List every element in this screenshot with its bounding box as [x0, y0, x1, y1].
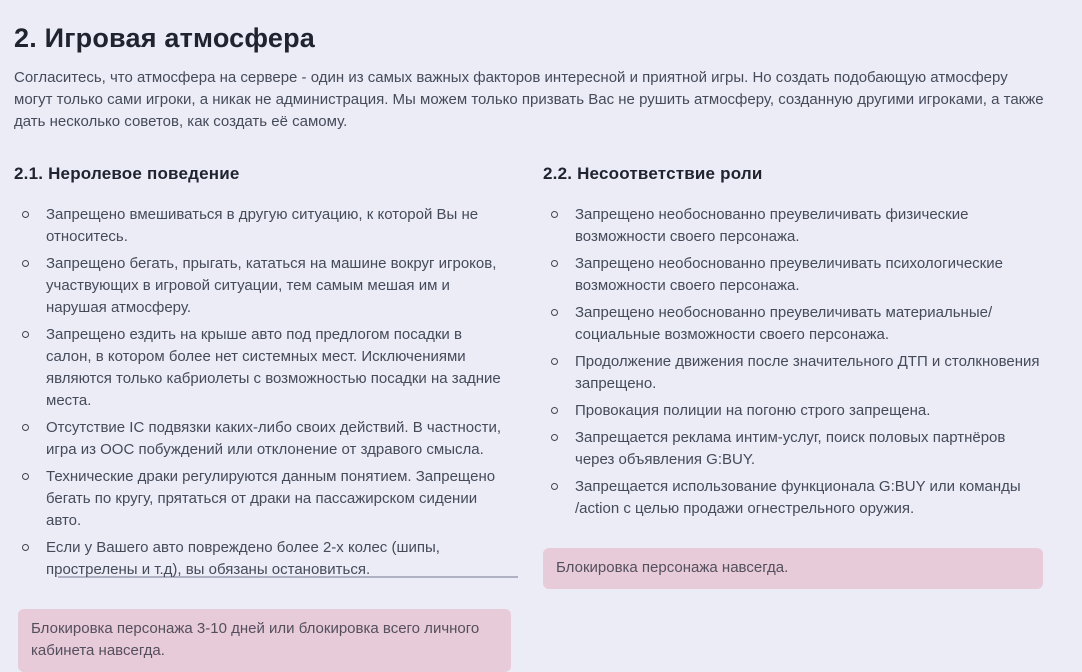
- rule-text: Запрещено необоснованно преувеличивать материальные/социальные возможности своего персонажа.: [575, 303, 993, 343]
- punishment-text: Блокировка персонажа навсегда.: [556, 558, 789, 576]
- intro-paragraph: Согласитесь, что атмосфера на сервере - один из самых важных факторов интересной и приятной игры. Но создать подобающую атмосферу могут только сами игроки, а никак не администрация. Мы можем только призвать Вас не рушить атмосферу, созданную другими игроками, а также дать несколько советов, как создать её самому.: [14, 68, 1044, 130]
- sections-columns: [14, 164, 1082, 672]
- section-nonrole-behavior: [14, 164, 511, 672]
- section-heading: 2.1. Неролевое поведение: [14, 163, 240, 183]
- bullet-circle-icon: [551, 358, 558, 365]
- bullet-circle-icon: [551, 483, 558, 490]
- rule-text: Провокация полиции на погоню строго запрещена.: [575, 401, 931, 419]
- bullet-circle-icon: [22, 424, 29, 431]
- rule-item: [551, 427, 1043, 471]
- rule-item: [22, 253, 511, 319]
- rule-text: Запрещено бегать, прыгать, кататься на машине вокруг игроков, участвующих в игровой ситуации, тем самым мешая им и нарушая атмосферу.: [46, 254, 497, 316]
- rule-item: [551, 253, 1043, 297]
- rule-item: [22, 204, 511, 248]
- rule-text: Запрещено необоснованно преувеличивать физические возможности своего персонажа.: [575, 205, 969, 245]
- rule-item: [22, 324, 511, 412]
- bullet-circle-icon: [22, 473, 29, 480]
- rule-text: Если у Вашего авто повреждено более 2-х колес (шипы, прострелены и т.д), вы обязаны остановиться.: [46, 538, 440, 578]
- bullet-circle-icon: [551, 407, 558, 414]
- section-role-mismatch: [543, 164, 1043, 589]
- bullet-circle-icon: [551, 309, 558, 316]
- bullet-circle-icon: [551, 434, 558, 441]
- section-heading: 2.2. Несоответствие роли: [543, 163, 763, 183]
- punishment-box: [543, 548, 1043, 589]
- rule-text: Запрещается использование функционала G:BUY или команды /action с целью продажи огнестрельного оружия.: [575, 477, 1021, 517]
- rule-item: [22, 537, 511, 581]
- rule-text: Запрещено необоснованно преувеличивать психологические возможности своего персонажа.: [575, 254, 1003, 294]
- rule-text: Запрещено вмешиваться в другую ситуацию, к которой Вы не относитесь.: [46, 205, 479, 245]
- rule-text: Продолжение движения после значительного ДТП и столкновения запрещено.: [575, 352, 1040, 392]
- punishment-box: [18, 609, 511, 672]
- rule-text: Запрещается реклама интим-услуг, поиск половых партнёров через объявления G:BUY.: [575, 428, 1006, 468]
- rule-item: [22, 466, 511, 532]
- rule-item: [551, 302, 1043, 346]
- rule-item: [551, 400, 1043, 422]
- punishment-text: Блокировка персонажа 3-10 дней или блокировка всего личного кабинета навсегда.: [31, 619, 480, 659]
- rule-item: [22, 417, 511, 461]
- rules-list: [14, 204, 511, 581]
- rule-text: Отсутствие IC подвязки каких-либо своих действий. В частности, игра из OOC побуждений или отклонение от здравого смысла.: [46, 418, 502, 458]
- bullet-circle-icon: [551, 260, 558, 267]
- bullet-circle-icon: [551, 211, 558, 218]
- bullet-circle-icon: [22, 331, 29, 338]
- rule-text: Запрещено ездить на крыше авто под предлогом посадки в салон, в котором более нет системных мест. Исключениями являются только кабриолеты с возможностью посадки на задние места.: [46, 325, 501, 409]
- rule-text: Технические драки регулируются данным понятием. Запрещено бегать по кругу, прятаться от драки на пассажирском сидении авто.: [46, 467, 496, 529]
- rule-item: [551, 476, 1043, 520]
- page-title: 2. Игровая атмосфера: [14, 23, 315, 53]
- bullet-circle-icon: [22, 544, 29, 551]
- rule-item: [551, 204, 1043, 248]
- rules-list: [543, 204, 1043, 520]
- rule-item: [551, 351, 1043, 395]
- bullet-circle-icon: [22, 260, 29, 267]
- bullet-circle-icon: [22, 211, 29, 218]
